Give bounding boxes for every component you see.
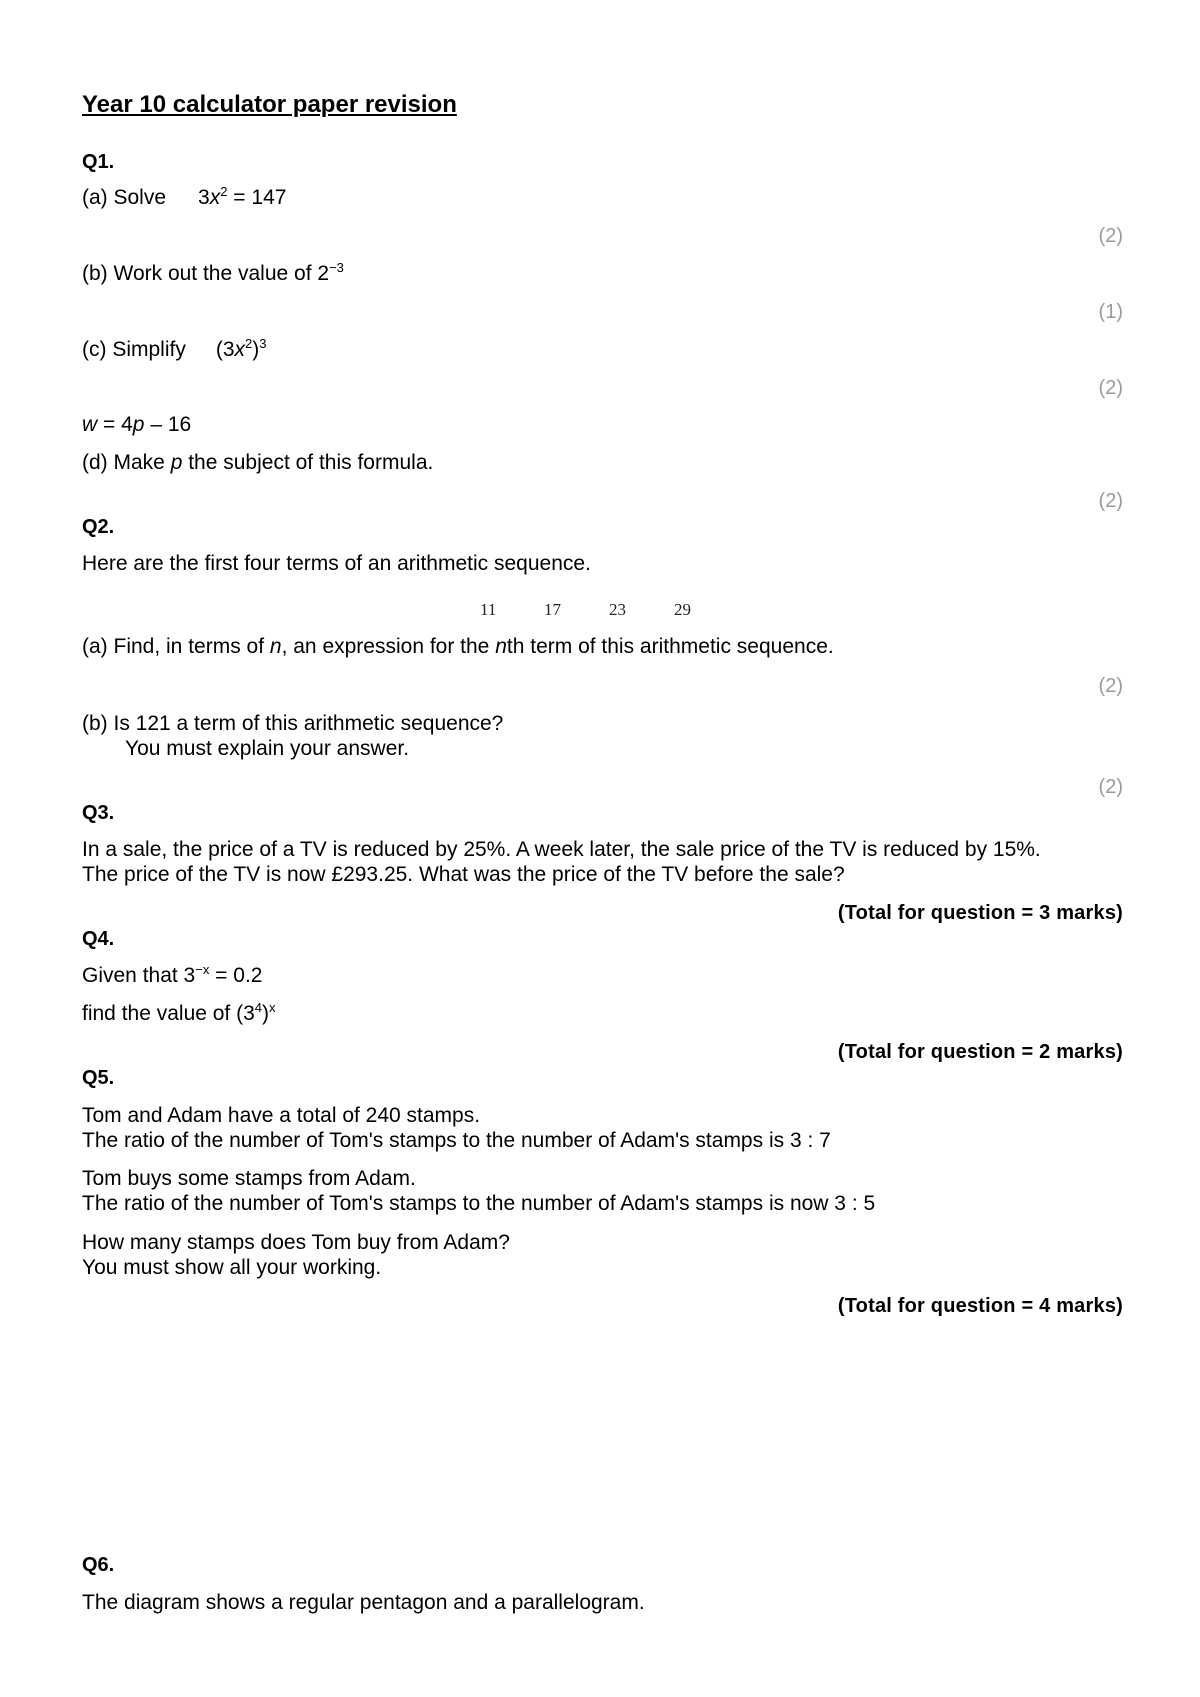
q5-p2-line2: The ratio of the number of Tom's stamps to the number of Adam's stamps is now 3 : 5 (82, 1192, 876, 1215)
q1d-text-p: p (170, 451, 183, 474)
q1c-outer-exp: 3 (259, 336, 267, 351)
q5-p1-line2: The ratio of the number of Tom's stamps to the number of Adam's stamps is 3 : 7 (82, 1129, 831, 1152)
q2-part-b-line1: (b) Is 121 a term of this arithmetic sequence? (82, 712, 504, 735)
q4-line1-base: Given that 3 (82, 964, 196, 987)
q1c-open: (3 (215, 338, 235, 361)
q1d-formula-mid: = 4 (97, 413, 133, 436)
q3-total-marks: (Total for question = 3 marks) (837, 902, 1123, 924)
q2a-text-1: (a) Find, in terms of (82, 635, 270, 658)
q1-part-b (82, 262, 344, 286)
q4-line2-close: ) (262, 1002, 270, 1025)
q3-line1: In a sale, the price of a TV is reduced by 25%. A week later, the sale price of the TV is reduced by 15%. (82, 838, 1041, 861)
sequence-term: 11 (480, 600, 497, 619)
q2-part-a (82, 635, 834, 659)
q1c-prefix: (c) Simplify (82, 338, 186, 361)
q1a-eq-var: x (209, 186, 221, 209)
q1c-marks: (2) (1098, 377, 1123, 399)
q4-total-marks: (Total for question = 2 marks) (837, 1041, 1123, 1063)
q4-line1-exp: −x (195, 962, 210, 977)
q4-line1 (82, 964, 262, 988)
q1d-marks: (2) (1098, 490, 1123, 512)
q1a-eq-rest: = 147 (227, 186, 287, 209)
q3-line2: The price of the TV is now £293.25. What was the price of the TV before the sale? (82, 863, 845, 886)
q1b-exp: −3 (329, 260, 344, 275)
q4-line2-outer-exp: x (269, 1000, 276, 1015)
question-4-label: Q4. (82, 928, 115, 950)
q1a-marks: (2) (1098, 225, 1123, 247)
sequence-term: 17 (544, 600, 561, 619)
q6-intro: The diagram shows a regular pentagon and a parallelogram. (82, 1591, 645, 1614)
q1d-text-2: the subject of this formula. (182, 451, 434, 474)
q1a-eq-coef: 3 (198, 186, 210, 209)
q1d-formula-w: w (82, 413, 98, 436)
page-title: Year 10 calculator paper revision (82, 91, 457, 118)
q4-line2-inner-exp: 4 (254, 1000, 263, 1015)
question-2-label: Q2. (82, 516, 115, 538)
question-6-label: Q6. (82, 1554, 115, 1576)
q2b-marks: (2) (1098, 776, 1123, 798)
q4-line1-rest: = 0.2 (209, 964, 263, 987)
q1b-text: (b) Work out the value of 2 (82, 262, 330, 285)
question-1-label: Q1. (82, 151, 115, 173)
question-5-label: Q5. (82, 1067, 115, 1089)
q5-p1-line1: Tom and Adam have a total of 240 stamps. (82, 1104, 481, 1127)
q2a-text-n1: n (269, 635, 282, 658)
q5-p3-line1: How many stamps does Tom buy from Adam? (82, 1231, 510, 1254)
q1d-formula-p: p (132, 413, 145, 436)
question-3-label: Q3. (82, 802, 115, 824)
q2a-marks: (2) (1098, 675, 1123, 697)
sequence-term: 29 (674, 600, 691, 619)
q2a-text-n2: n (495, 635, 507, 658)
q1-part-c (82, 338, 267, 362)
q4-line2-base: find the value of (3 (82, 1002, 255, 1025)
q1c-close: ) (252, 338, 260, 361)
q2-part-b-line2: You must explain your answer. (125, 737, 410, 760)
q5-p3-line2: You must show all your working. (82, 1256, 382, 1279)
q1a-eq-exp: 2 (220, 184, 228, 199)
q1b-marks: (1) (1098, 301, 1123, 323)
q5-p2-line1: Tom buys some stamps from Adam. (82, 1167, 416, 1190)
q1d-formula-end: – 16 (144, 413, 192, 436)
sequence-term: 23 (609, 600, 626, 619)
q1c-var: x (234, 338, 246, 361)
q2-intro: Here are the first four terms of an arithmetic sequence. (82, 552, 591, 575)
q4-line2 (82, 1002, 276, 1026)
q1d-text-1: (d) Make (82, 451, 171, 474)
q1-part-d (82, 451, 433, 475)
q1-part-a (82, 186, 286, 210)
q1a-prefix: (a) Solve (82, 186, 167, 209)
q1c-exp: 2 (245, 336, 253, 351)
q1d-formula (82, 413, 191, 437)
q2a-text-3: th term of this arithmetic sequence. (506, 635, 834, 658)
q5-total-marks: (Total for question = 4 marks) (837, 1295, 1123, 1317)
q2a-text-2: , an expression for the (281, 635, 496, 658)
